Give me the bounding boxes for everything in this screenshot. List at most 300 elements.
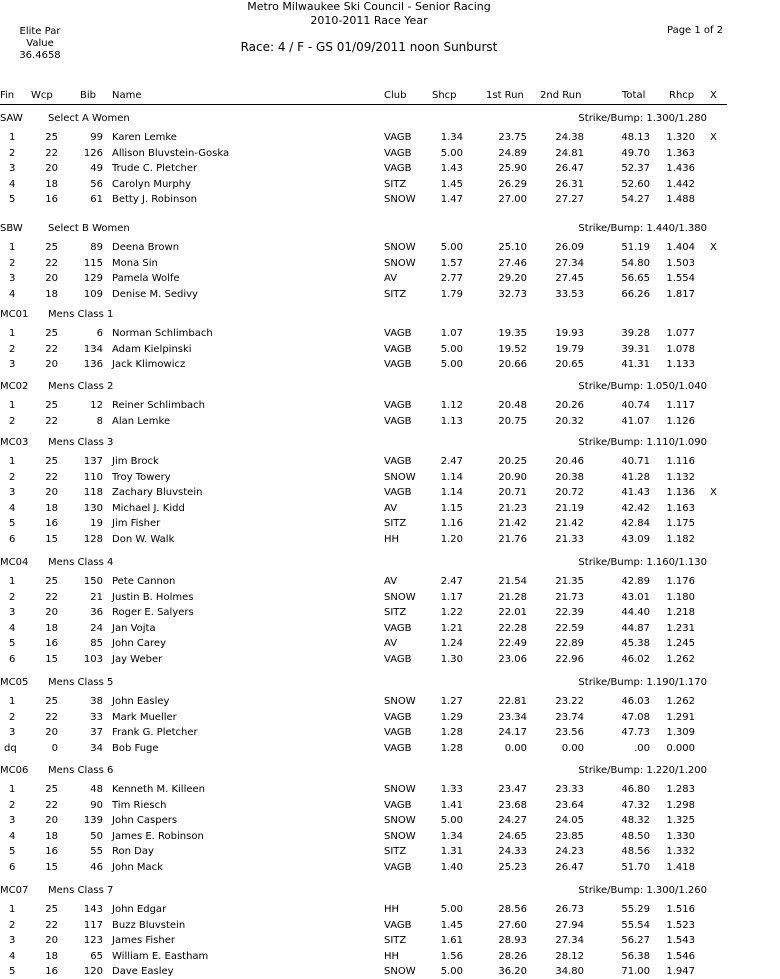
cell-rhcp: 1.436 <box>666 163 695 174</box>
table-row <box>0 844 760 859</box>
cell-club: HH <box>384 950 400 962</box>
cell-total: 47.08 <box>621 711 650 723</box>
group-code: SAW <box>0 113 23 124</box>
cell-club: SNOW <box>384 591 416 603</box>
group-header <box>0 555 760 570</box>
cell-bib: 139 <box>83 815 103 826</box>
cell-name: Jack Klimowicz <box>112 359 186 370</box>
group-header <box>0 111 760 126</box>
cell-rhcp: 1.488 <box>666 194 695 205</box>
cell-run1: 32.73 <box>498 288 527 300</box>
cell-run2: 26.47 <box>555 163 584 174</box>
table-row <box>0 902 760 917</box>
cell-rhcp: 1.283 <box>666 784 695 795</box>
cell-wcp: 25 <box>45 696 58 707</box>
cell-fin: 4 <box>9 950 16 962</box>
cell-wcp: 15 <box>45 861 58 873</box>
cell-run1: 20.66 <box>498 359 527 370</box>
cell-shcp: 2.47 <box>440 456 463 467</box>
cell-club: SITZ <box>384 288 407 300</box>
cell-name: Buzz Bluvstein <box>112 919 186 931</box>
cell-run1: 25.90 <box>498 163 527 174</box>
cell-bib: 48 <box>90 784 103 795</box>
table-row <box>0 454 760 469</box>
table-row <box>0 694 760 709</box>
cell-fin: 3 <box>9 815 16 826</box>
cell-run1: 26.29 <box>498 178 527 190</box>
group-code: MC06 <box>0 765 29 776</box>
table-row <box>0 829 760 844</box>
cell-bib: 50 <box>90 830 103 842</box>
race-title: Race: 4 / F - GS 01/09/2011 noon Sunburst <box>240 40 498 54</box>
table-row <box>0 240 760 255</box>
cell-rhcp: 1.543 <box>666 935 695 946</box>
cell-run1: 20.71 <box>498 487 527 498</box>
cell-club: SNOW <box>384 830 416 842</box>
cell-wcp: 25 <box>45 576 58 587</box>
cell-name: Dave Easley <box>112 966 174 977</box>
table-row <box>0 798 760 813</box>
cell-shcp: 1.17 <box>440 591 463 603</box>
cell-total: 51.70 <box>621 861 650 873</box>
cell-run1: 23.34 <box>498 711 527 723</box>
cell-wcp: 15 <box>45 653 58 665</box>
cell-run1: 20.75 <box>498 415 527 427</box>
cell-name: Troy Towery <box>112 471 171 483</box>
cell-fin: 4 <box>9 502 16 514</box>
group-code: MC01 <box>0 309 29 320</box>
col-name: Name <box>112 90 142 101</box>
cell-wcp: 22 <box>45 147 58 159</box>
table-row <box>0 949 760 964</box>
cell-rhcp: 1.182 <box>666 533 695 545</box>
cell-club: VAGB <box>384 328 412 339</box>
table-row <box>0 636 760 651</box>
cell-wcp: 18 <box>45 502 58 514</box>
table-row <box>0 605 760 620</box>
table-row <box>0 532 760 547</box>
strike-bump: Strike/Bump: 1.300/1.260 <box>578 885 707 896</box>
cell-club: VAGB <box>384 487 412 498</box>
cell-run2: 20.72 <box>555 487 584 498</box>
cell-run2: 34.80 <box>555 966 584 977</box>
table-row <box>0 574 760 589</box>
group-name: Select A Women <box>48 113 130 124</box>
cell-total: 49.70 <box>621 147 650 159</box>
cell-rhcp: 0.000 <box>666 742 695 754</box>
cell-wcp: 22 <box>45 415 58 427</box>
cell-run2: 20.26 <box>555 400 584 411</box>
cell-rhcp: 1.418 <box>666 861 695 873</box>
cell-shcp: 1.27 <box>440 696 463 707</box>
cell-name: Allison Bluvstein-Goska <box>112 147 230 159</box>
cell-rhcp: 1.554 <box>666 273 695 284</box>
cell-total: 40.74 <box>621 400 650 411</box>
cell-run2: 21.19 <box>555 502 584 514</box>
cell-wcp: 18 <box>45 288 58 300</box>
cell-run1: 28.56 <box>498 904 527 915</box>
cell-total: 55.54 <box>621 919 650 931</box>
table-row <box>0 177 760 192</box>
cell-club: SITZ <box>384 518 407 529</box>
cell-name: John Carey <box>112 638 166 649</box>
cell-run2: 22.89 <box>555 638 584 649</box>
cell-bib: 137 <box>83 456 103 467</box>
cell-fin: 6 <box>9 533 16 545</box>
cell-total: 41.07 <box>621 415 650 427</box>
cell-shcp: 1.40 <box>440 861 463 873</box>
cell-shcp: 5.00 <box>440 343 463 355</box>
strike-bump: Strike/Bump: 1.050/1.040 <box>578 381 707 392</box>
cell-club: HH <box>384 904 400 915</box>
strike-bump: Strike/Bump: 1.190/1.170 <box>578 677 707 688</box>
cell-shcp: 1.16 <box>440 518 463 529</box>
cell-bib: 115 <box>83 257 103 269</box>
table-row <box>0 271 760 286</box>
cell-run2: 0.00 <box>561 742 584 754</box>
cell-bib: 33 <box>90 711 103 723</box>
cell-name: Pamela Wolfe <box>112 273 180 284</box>
cell-shcp: 1.21 <box>440 622 463 634</box>
group-code: MC03 <box>0 437 29 448</box>
cell-wcp: 18 <box>45 622 58 634</box>
cell-club: VAGB <box>384 711 412 723</box>
cell-name: Don W. Walk <box>112 533 175 545</box>
cell-fin: 6 <box>9 653 16 665</box>
strike-bump: Strike/Bump: 1.220/1.200 <box>578 765 707 776</box>
cell-fin: 1 <box>9 400 16 411</box>
group-name: Mens Class 1 <box>48 309 114 320</box>
cell-run2: 26.31 <box>555 178 584 190</box>
cell-total: 48.50 <box>621 830 650 842</box>
cell-bib: 6 <box>96 328 103 339</box>
cell-run1: 36.20 <box>498 966 527 977</box>
cell-club: VAGB <box>384 163 412 174</box>
cell-name: Mark Mueller <box>112 711 177 723</box>
cell-club: VAGB <box>384 742 412 754</box>
cell-shcp: 1.45 <box>440 178 463 190</box>
cell-rhcp: 1.332 <box>666 846 695 857</box>
table-row <box>0 621 760 636</box>
table-row <box>0 918 760 933</box>
group-code: MC02 <box>0 381 29 392</box>
cell-wcp: 16 <box>45 638 58 649</box>
cell-bib: 109 <box>83 288 103 300</box>
cell-fin: 6 <box>9 861 16 873</box>
cell-run1: 28.26 <box>498 950 527 962</box>
cell-club: SNOW <box>384 966 416 977</box>
cell-total: 46.03 <box>621 696 650 707</box>
cell-club: VAGB <box>384 132 412 143</box>
cell-run2: 27.27 <box>555 194 584 205</box>
cell-name: Justin B. Holmes <box>112 591 194 603</box>
cell-shcp: 1.43 <box>440 163 463 174</box>
cell-shcp: 1.28 <box>440 727 463 738</box>
table-row <box>0 501 760 516</box>
cell-bib: 130 <box>83 502 103 514</box>
cell-wcp: 25 <box>45 904 58 915</box>
table-row <box>0 485 760 500</box>
cell-run1: 25.23 <box>498 861 527 873</box>
cell-run1: 22.81 <box>498 696 527 707</box>
cell-run2: 26.09 <box>555 242 584 253</box>
cell-total: 48.32 <box>621 815 650 826</box>
cell-run1: 25.10 <box>498 242 527 253</box>
cell-fin: 1 <box>9 696 16 707</box>
cell-shcp: 1.14 <box>440 471 463 483</box>
cell-total: 56.65 <box>621 273 650 284</box>
cell-run1: 24.89 <box>498 147 527 159</box>
cell-run2: 27.34 <box>555 935 584 946</box>
cell-x: X <box>710 242 717 253</box>
cell-bib: 55 <box>90 846 103 857</box>
cell-shcp: 1.34 <box>440 830 463 842</box>
cell-shcp: 1.22 <box>440 607 463 618</box>
cell-run1: 20.90 <box>498 471 527 483</box>
cell-fin: 4 <box>9 830 16 842</box>
cell-total: 52.37 <box>621 163 650 174</box>
cell-fin: 1 <box>9 784 16 795</box>
cell-run1: 22.01 <box>498 607 527 618</box>
cell-wcp: 16 <box>45 966 58 977</box>
cell-shcp: 5.00 <box>440 359 463 370</box>
cell-rhcp: 1.404 <box>666 242 695 253</box>
cell-run2: 23.74 <box>555 711 584 723</box>
cell-shcp: 1.47 <box>440 194 463 205</box>
col-rhcp: Rhcp <box>669 90 695 101</box>
cell-total: .00 <box>634 742 650 754</box>
cell-bib: 117 <box>83 919 103 931</box>
table-row <box>0 813 760 828</box>
cell-club: SNOW <box>384 257 416 269</box>
cell-bib: 143 <box>83 904 103 915</box>
cell-name: Jay Weber <box>112 653 163 665</box>
group-name: Mens Class 5 <box>48 677 114 688</box>
cell-wcp: 22 <box>45 799 58 811</box>
cell-fin: 5 <box>9 846 16 857</box>
cell-fin: 3 <box>9 607 16 618</box>
cell-wcp: 22 <box>45 591 58 603</box>
cell-rhcp: 1.523 <box>666 919 695 931</box>
cell-wcp: 20 <box>45 273 58 284</box>
cell-club: SNOW <box>384 815 416 826</box>
group-name: Mens Class 2 <box>48 381 114 392</box>
cell-total: 56.38 <box>621 950 650 962</box>
cell-fin: 2 <box>9 919 16 931</box>
cell-fin: 2 <box>9 257 16 269</box>
cell-name: Deena Brown <box>112 242 180 253</box>
cell-run1: 23.47 <box>498 784 527 795</box>
cell-name: Adam Kielpinski <box>112 343 192 355</box>
cell-total: 45.38 <box>621 638 650 649</box>
cell-run1: 22.49 <box>498 638 527 649</box>
cell-total: 44.40 <box>621 607 650 618</box>
cell-rhcp: 1.176 <box>666 576 695 587</box>
cell-total: 55.29 <box>621 904 650 915</box>
table-row <box>0 326 760 341</box>
cell-shcp: 1.31 <box>440 846 463 857</box>
cell-club: VAGB <box>384 653 412 665</box>
cell-total: 47.32 <box>621 799 650 811</box>
cell-run1: 21.76 <box>498 533 527 545</box>
col-wcp: Wcp <box>31 90 53 101</box>
table-row <box>0 933 760 948</box>
col-x: X <box>710 90 717 101</box>
group-code: SBW <box>0 223 23 234</box>
cell-name: Jim Fisher <box>112 518 161 529</box>
cell-bib: 136 <box>83 359 103 370</box>
cell-fin: 3 <box>9 163 16 174</box>
cell-club: VAGB <box>384 147 412 159</box>
col-total: Total <box>622 90 646 101</box>
table-row <box>0 710 760 725</box>
cell-run1: 19.35 <box>498 328 527 339</box>
cell-bib: 120 <box>83 966 103 977</box>
cell-bib: 150 <box>83 576 103 587</box>
cell-club: VAGB <box>384 861 412 873</box>
cell-name: Jim Brock <box>112 456 159 467</box>
cell-club: SITZ <box>384 846 407 857</box>
cell-run2: 20.46 <box>555 456 584 467</box>
table-row <box>0 414 760 429</box>
cell-run2: 19.93 <box>555 328 584 339</box>
cell-name: John Easley <box>112 696 170 707</box>
cell-fin: 3 <box>9 935 16 946</box>
org-title: Metro Milwaukee Ski Council - Senior Racing <box>247 0 491 13</box>
cell-shcp: 5.00 <box>440 815 463 826</box>
col-fin: Fin <box>0 90 15 101</box>
cell-rhcp: 1.133 <box>666 359 695 370</box>
cell-bib: 61 <box>90 194 103 205</box>
cell-rhcp: 1.180 <box>666 591 695 603</box>
cell-bib: 56 <box>90 178 103 190</box>
cell-club: SNOW <box>384 194 416 205</box>
cell-run1: 29.20 <box>498 273 527 284</box>
group-header <box>0 763 760 778</box>
cell-rhcp: 1.325 <box>666 815 695 826</box>
cell-bib: 36 <box>90 607 103 618</box>
cell-run2: 21.35 <box>555 576 584 587</box>
table-row <box>0 860 760 875</box>
season-title: 2010-2011 Race Year <box>310 14 428 27</box>
cell-rhcp: 1.163 <box>666 502 695 514</box>
cell-name: Pete Cannon <box>112 576 176 587</box>
cell-total: 39.31 <box>621 343 650 355</box>
cell-rhcp: 1.442 <box>666 178 695 190</box>
cell-run2: 23.85 <box>555 830 584 842</box>
cell-rhcp: 1.330 <box>666 830 695 842</box>
cell-fin: dq <box>4 742 17 754</box>
cell-name: John Edgar <box>112 904 167 915</box>
cell-total: 56.27 <box>621 935 650 946</box>
cell-rhcp: 1.245 <box>666 638 695 649</box>
cell-club: AV <box>384 576 398 587</box>
cell-rhcp: 1.116 <box>666 456 695 467</box>
cell-name: John Caspers <box>112 815 178 826</box>
cell-shcp: 1.15 <box>440 502 463 514</box>
elite-par-label: Elite Par <box>19 26 61 37</box>
elite-par-value: 36.4658 <box>19 50 61 61</box>
cell-run1: 23.06 <box>498 653 527 665</box>
cell-fin: 2 <box>9 591 16 603</box>
cell-shcp: 2.77 <box>440 273 463 284</box>
cell-run2: 21.42 <box>555 518 584 529</box>
table-row <box>0 590 760 605</box>
cell-shcp: 1.24 <box>440 638 463 649</box>
cell-club: VAGB <box>384 799 412 811</box>
group-header <box>0 221 760 236</box>
group-code: MC04 <box>0 557 29 568</box>
cell-name: James E. Robinson <box>112 830 204 842</box>
cell-rhcp: 1.363 <box>666 147 695 159</box>
cell-fin: 5 <box>9 518 16 529</box>
table-row <box>0 964 760 979</box>
cell-fin: 5 <box>9 966 16 977</box>
table-row <box>0 782 760 797</box>
group-header <box>0 883 760 898</box>
cell-run1: 27.60 <box>498 919 527 931</box>
cell-fin: 1 <box>9 328 16 339</box>
cell-wcp: 16 <box>45 194 58 205</box>
cell-run1: 28.93 <box>498 935 527 946</box>
cell-run2: 21.73 <box>555 591 584 603</box>
group-name: Mens Class 3 <box>48 437 114 448</box>
cell-wcp: 16 <box>45 518 58 529</box>
cell-run2: 27.34 <box>555 257 584 269</box>
cell-shcp: 1.28 <box>440 742 463 754</box>
cell-total: 41.28 <box>621 471 650 483</box>
table-row <box>0 287 760 302</box>
cell-wcp: 18 <box>45 950 58 962</box>
table-row <box>0 256 760 271</box>
cell-bib: 65 <box>90 950 103 962</box>
cell-wcp: 22 <box>45 343 58 355</box>
cell-fin: 1 <box>9 242 16 253</box>
cell-wcp: 0 <box>51 742 58 754</box>
cell-rhcp: 1.817 <box>666 288 695 300</box>
cell-club: AV <box>384 273 398 284</box>
cell-run1: 24.33 <box>498 846 527 857</box>
group-name: Select B Women <box>48 223 130 234</box>
cell-name: Frank G. Pletcher <box>112 727 198 738</box>
cell-total: 43.01 <box>621 591 650 603</box>
table-row <box>0 470 760 485</box>
cell-fin: 3 <box>9 727 16 738</box>
cell-run1: 21.28 <box>498 591 527 603</box>
cell-name: Alan Lemke <box>112 415 171 427</box>
cell-club: SNOW <box>384 696 416 707</box>
cell-shcp: 5.00 <box>440 904 463 915</box>
col-run1: 1st Run <box>486 90 524 101</box>
cell-wcp: 20 <box>45 487 58 498</box>
cell-bib: 129 <box>83 273 103 284</box>
cell-shcp: 1.41 <box>440 799 463 811</box>
group-header <box>0 675 760 690</box>
strike-bump: Strike/Bump: 1.160/1.130 <box>578 557 707 568</box>
cell-run2: 22.59 <box>555 622 584 634</box>
group-name: Mens Class 6 <box>48 765 114 776</box>
cell-run1: 20.25 <box>498 456 527 467</box>
group-header <box>0 379 760 394</box>
cell-wcp: 25 <box>45 456 58 467</box>
cell-run1: 27.46 <box>498 257 527 269</box>
cell-fin: 5 <box>9 194 16 205</box>
col-club: Club <box>384 90 407 101</box>
cell-wcp: 20 <box>45 607 58 618</box>
cell-rhcp: 1.320 <box>666 132 695 143</box>
cell-rhcp: 1.132 <box>666 471 695 483</box>
table-row <box>0 146 760 161</box>
